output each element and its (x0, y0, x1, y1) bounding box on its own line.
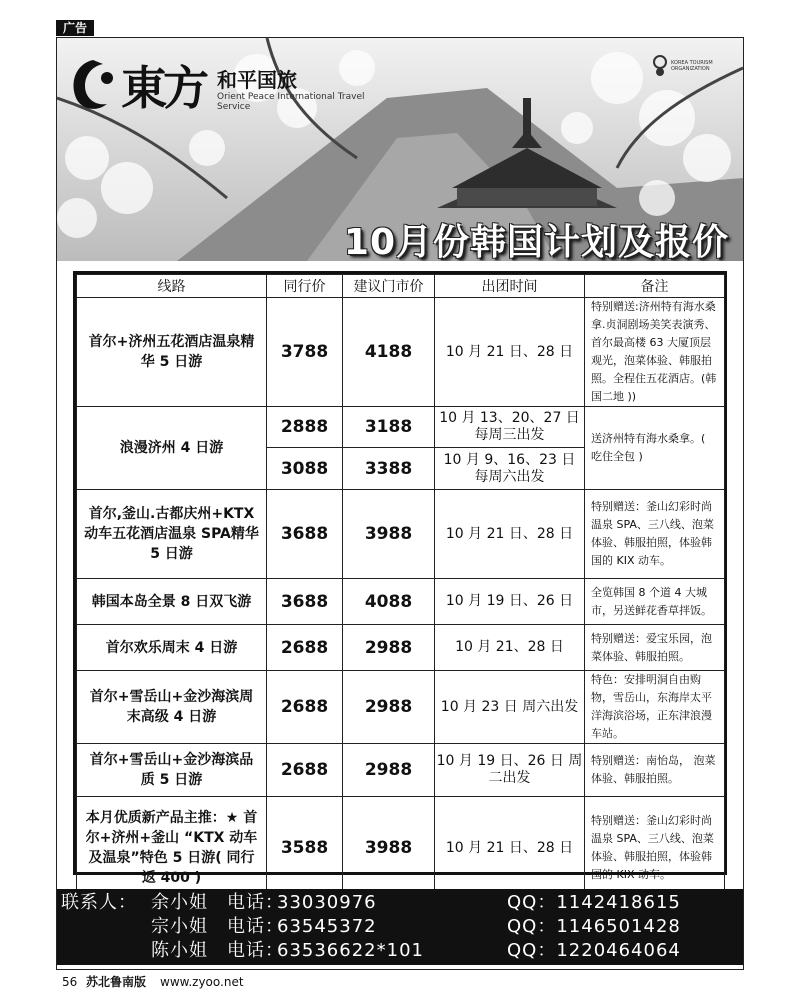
retail-price-cell: 3988 (343, 797, 435, 900)
table-row (77, 625, 725, 671)
route-cell: 浪漫济州 4 日游 (77, 407, 267, 490)
phone-label: 电话： (227, 916, 284, 937)
contact-qq: QQ：1142418615 (507, 892, 681, 913)
peer-price-cell: 3688 (267, 579, 343, 625)
header-peer-price: 同行价 (267, 275, 343, 298)
retail-price-cell: 3188 (343, 407, 435, 448)
note-cell: 特别赠送：爱宝乐园，泡菜体验、韩服拍照。 (585, 625, 725, 671)
peer-price-cell: 3688 (267, 490, 343, 579)
note-cell: 特别赠送：釜山幻彩时尚温泉 SPA、三八线、泡菜体验、韩服拍照，体验韩国的 KIX 动车。 (585, 490, 725, 579)
contact-phone: 33030976 (277, 892, 377, 913)
retail-price-cell: 4188 (343, 298, 435, 407)
contact-row (57, 915, 743, 939)
brand-logo (67, 50, 367, 120)
contact-row (57, 891, 743, 915)
banner (57, 38, 743, 261)
retail-price-cell: 3988 (343, 490, 435, 579)
publication-edition: 苏北鲁南版 (86, 975, 147, 989)
contact-qq: QQ：1220464064 (507, 940, 681, 961)
note-cell: 特别赠送：南怡岛， 泡菜体验、韩服拍照。 (585, 744, 725, 797)
page-footer (56, 970, 744, 994)
note-cell: 特色：安排明洞自由购物，雪岳山，东海岸太平洋海滨浴场，正东津浪漫车站。 (585, 671, 725, 744)
website-link[interactable]: www.zyoo.net (160, 975, 244, 989)
table-row (77, 671, 725, 744)
departure-cell: 10 月 9、16、23 日 每周六出发 (435, 448, 585, 490)
retail-price-cell: 2988 (343, 671, 435, 744)
route-cell: 首尔,釜山.古都庆州+KTX动车五花酒店温泉 SPA精华 5 日游 (77, 490, 267, 579)
partner-name: KOREA TOURISM ORGANIZATION (671, 60, 713, 72)
contact-name: 陈小姐 (151, 940, 208, 961)
departure-cell: 10 月 21、28 日 (435, 625, 585, 671)
contact-name: 宗小姐 (151, 916, 208, 937)
contact-name: 余小姐 (151, 892, 208, 913)
departure-cell: 10 月 21 日、28 日 (435, 490, 585, 579)
contact-row (57, 939, 743, 963)
route-cell: 首尔+雪岳山+金沙海滨品质 5 日游 (77, 744, 267, 797)
route-cell: 首尔欢乐周末 4 日游 (77, 625, 267, 671)
table-header-row (77, 275, 725, 298)
header-departure: 出团时间 (435, 275, 585, 298)
retail-price-cell: 2988 (343, 744, 435, 797)
departure-cell: 10 月 21 日、28 日 (435, 797, 585, 900)
note-cell: 全览韩国 8 个道 4 大城市，另送鲜花香草拌饭。 (585, 579, 725, 625)
peer-price-cell: 3788 (267, 298, 343, 407)
contact-phone: 63536622*101 (277, 940, 424, 961)
peer-price-cell: 2688 (267, 625, 343, 671)
brand-swirl-icon (67, 56, 119, 116)
phone-label: 电话： (227, 892, 284, 913)
note-cell: 特别赠送:济州特有海水桑拿.贞洞剧场美笑表演秀、首尔最高楼 63 大厦顶层观光，泡菜体验、韩服拍照。全程住五花酒店。(韩国二地 )) (585, 298, 725, 407)
retail-price-cell: 2988 (343, 625, 435, 671)
brand-glyph: 東方 (121, 61, 205, 115)
route-cell: 首尔+雪岳山+金沙海滨周末高级 4 日游 (77, 671, 267, 744)
page-number: 56 (62, 975, 78, 989)
departure-cell: 10 月 19 日、26 日 (435, 579, 585, 625)
peer-price-cell: 2888 (267, 407, 343, 448)
header-route: 线路 (77, 275, 267, 298)
price-table (76, 274, 725, 900)
header-notes: 备注 (585, 275, 725, 298)
peer-price-cell: 3588 (267, 797, 343, 900)
departure-cell: 10 月 23 日 周六出发 (435, 671, 585, 744)
price-table-wrapper (73, 271, 727, 886)
header-retail-price: 建议门市价 (343, 275, 435, 298)
contact-phone: 63545372 (277, 916, 377, 937)
table-row (77, 407, 725, 448)
banner-title: 10月份韩国计划及报价 (343, 222, 729, 261)
peer-price-cell: 3088 (267, 448, 343, 490)
brand-name: 和平国旅 (217, 68, 297, 92)
route-cell: 本月优质新产品主推：★ 首尔+济州+釜山 “KTX 动车及温泉”特色 5 日游( 同行返 400 ) (77, 797, 267, 900)
table-row (77, 490, 725, 579)
table-row (77, 744, 725, 797)
route-cell: 韩国本岛全景 8 日双飞游 (77, 579, 267, 625)
route-cell: 首尔+济州五花酒店温泉精华 5 日游 (77, 298, 267, 407)
note-cell: 特别赠送：釜山幻彩时尚温泉 SPA、三八线、泡菜体验、韩服拍照，体验韩国的 KIX 动车。 (585, 797, 725, 900)
departure-cell: 10 月 21 日、28 日 (435, 298, 585, 407)
brand-english-name: Orient Peace International Travel Service (217, 92, 365, 112)
table-row (77, 797, 725, 900)
korea-tourism-icon (651, 54, 669, 78)
contact-label: 联系人： (61, 892, 137, 913)
table-row (77, 579, 725, 625)
note-cell: 送济州特有海水桑拿。( 吃住全包 ) (585, 407, 725, 490)
departure-cell: 10 月 19 日、26 日 周二出发 (435, 744, 585, 797)
departure-cell: 10 月 13、20、27 日 每周三出发 (435, 407, 585, 448)
contact-qq: QQ：1146501428 (507, 916, 681, 937)
partner-logo (651, 46, 721, 98)
retail-price-cell: 4088 (343, 579, 435, 625)
phone-label: 电话： (227, 940, 284, 961)
advertisement-frame (56, 37, 744, 970)
ad-label: 广告 (56, 20, 94, 36)
retail-price-cell: 3388 (343, 448, 435, 490)
peer-price-cell: 2688 (267, 744, 343, 797)
peer-price-cell: 2688 (267, 671, 343, 744)
table-row (77, 298, 725, 407)
contact-bar (57, 889, 743, 965)
